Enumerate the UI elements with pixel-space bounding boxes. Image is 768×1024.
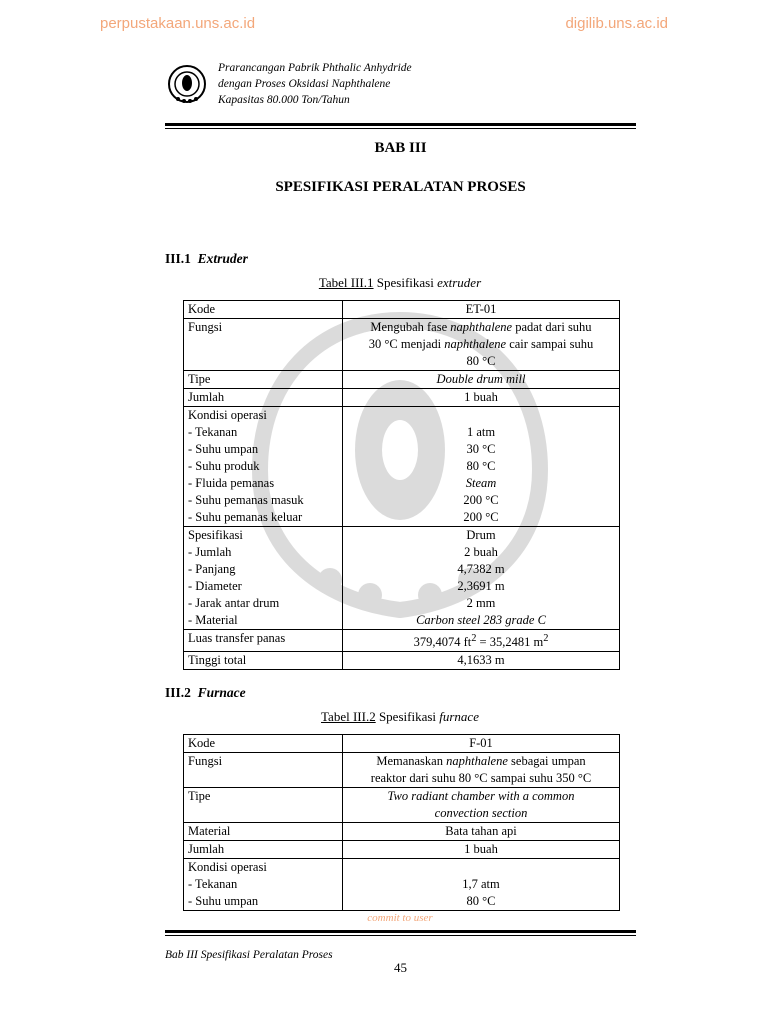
section-name: Furnace (197, 685, 246, 700)
caption-term: extruder (437, 275, 482, 290)
row-value: Bata tahan api (343, 823, 620, 841)
row-value: 379,4074 $ft^2 = 35,2481$ $m^2$ (343, 630, 620, 652)
row-value: F-01 (343, 735, 620, 753)
footer-rule-thick (165, 930, 636, 933)
row-value: 1 buah (343, 841, 620, 859)
section-heading-furnace (165, 685, 246, 701)
table-row (184, 630, 620, 652)
section-name: Extruder (197, 251, 248, 266)
row-key: Kode (184, 735, 343, 753)
row-key: Kondisi operasi - Tekanan - Suhu umpan (184, 859, 343, 911)
footer-rule-thin (165, 935, 636, 936)
watermark-site-right: digilib.uns.ac.id (565, 15, 668, 32)
chapter-title: SPESIFIKASI PERALATAN PROSES (275, 179, 526, 195)
table-row (184, 735, 620, 753)
row-key: Material (184, 823, 343, 841)
header-line: Prarancangan Pabrik Phthalic Anhydride (218, 62, 412, 74)
university-logo (167, 62, 207, 106)
row-key: Kode (184, 301, 343, 319)
row-key: Luas transfer panas (184, 630, 343, 652)
table-row (184, 788, 620, 823)
header-rule-thin (165, 128, 636, 129)
header-rule-thick (165, 123, 636, 126)
row-key: Kondisi operasi - Tekanan - Suhu umpan - Suhu produk - Fluida pemanas - Suhu pemanas masuk - Suhu pemanas keluar (184, 407, 343, 527)
table-row (184, 371, 620, 389)
table-row (184, 301, 620, 319)
watermark-site-left: perpustakaan.uns.ac.id (100, 15, 256, 32)
row-value: Two radiant chamber with a common convection section (343, 788, 620, 823)
caption-text: Spesifikasi (376, 275, 434, 290)
row-key: Tipe (184, 371, 343, 389)
table-row (184, 841, 620, 859)
row-value: Drum 2 buah 4,7382 m 2,3691 m 2 mm Carbon steel 283 grade C (343, 527, 620, 630)
row-value: ET-01 (343, 301, 620, 319)
page-number: 45 (394, 960, 407, 975)
row-key: Jumlah (184, 841, 343, 859)
table-row (184, 389, 620, 407)
chapter-number: BAB III (374, 140, 427, 156)
row-key: Jumlah (184, 389, 343, 407)
row-value: 1 atm 30 °C 80 °C Steam 200 °C 200 °C (343, 407, 620, 527)
caption-label: Tabel III.1 (318, 275, 374, 290)
table-row (184, 652, 620, 670)
table-row (184, 407, 620, 527)
document-header (218, 60, 412, 108)
caption-term: furnace (439, 709, 479, 724)
row-value: 4,1633 m (343, 652, 620, 670)
section-number: III.1 (165, 251, 191, 266)
header-line: dengan Proses Oksidasi Naphthalene (218, 78, 391, 90)
watermark-commit: commit to user (367, 912, 433, 924)
spec-table-extruder (183, 300, 620, 670)
header-line: Kapasitas 80.000 Ton/Tahun (218, 94, 350, 106)
row-value: 1 buah (343, 389, 620, 407)
spec-table-furnace (183, 734, 620, 911)
footer-chapter-text: Bab III Spesifikasi Peralatan Proses (165, 949, 333, 961)
row-value: Mengubah fase naphthalene padat dari suhu 30 °C menjadi naphthalene cair sampai suhu 80 °C (343, 319, 620, 371)
caption-text: Spesifikasi (378, 709, 437, 724)
table-caption-furnace (180, 709, 620, 725)
table-row (184, 753, 620, 788)
row-key: Tipe (184, 788, 343, 823)
table-row (184, 319, 620, 371)
table-caption-extruder (180, 275, 620, 291)
table-row (184, 859, 620, 911)
table-row (184, 527, 620, 630)
row-value: Double drum mill (343, 371, 620, 389)
row-value: 1,7 atm 80 °C (343, 859, 620, 911)
table-row (184, 823, 620, 841)
row-key: Spesifikasi - Jumlah - Panjang - Diameter - Jarak antar drum - Material (184, 527, 343, 630)
row-key: Fungsi (184, 319, 343, 371)
row-key: Tinggi total (184, 652, 343, 670)
section-heading-extruder (165, 251, 248, 267)
row-value: Memanaskan naphthalene sebagai umpan reaktor dari suhu 80 °C sampai suhu 350 °C (343, 753, 620, 788)
row-key: Fungsi (184, 753, 343, 788)
caption-label: Tabel III.2 (321, 709, 376, 724)
section-number: III.2 (165, 685, 191, 700)
